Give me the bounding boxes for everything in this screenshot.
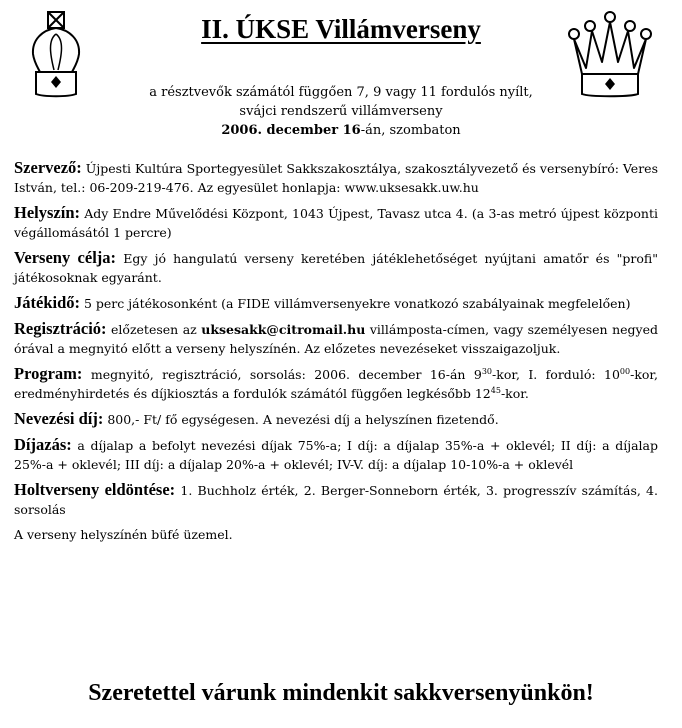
program-time-sup-2: 00	[619, 367, 631, 376]
event-date	[0, 121, 682, 140]
section-time-control	[14, 293, 658, 313]
registration-email-link[interactable]: uksesakk@citromail.hu	[201, 322, 366, 337]
subtitle	[0, 83, 682, 140]
section-prizes	[14, 435, 658, 474]
subtitle-line-1: a résztvevők számától függően 7, 9 vagy 11 fordulós nyílt,	[149, 85, 533, 100]
venue-text: Ady Endre Művelődési Központ, 1043 Újpest, Tavasz utca 4. (a 3-as metró újpest központi végállomásától 1 percre)	[14, 206, 658, 240]
section-registration	[14, 319, 658, 358]
section-entry-fee	[14, 409, 658, 429]
prizes-text: a díjalap a befolyt nevezési díjak 75%-a; I díj: a díjalap 35%-a + oklevél; II díj: a díjalap 25%-a + oklevél; III díj: a díjalap 20%-a + oklevél; IV-V. díj: a díjalap 10-10%-a + oklevél	[14, 438, 658, 472]
subtitle-line-2: svájci rendszerű villámverseny	[239, 104, 443, 119]
goal-text: Egy jó hangulatú verseny keretében játéklehetőséget nyújtani amatőr és "profi" játékosoknak egyaránt.	[14, 251, 658, 285]
organizer-text: Újpesti Kultúra Sportegyesület Sakkszakosztálya, szakosztályvezető és versenybíró: Veres István, tel.: 06-209-219-476. Az egyesület honlapja: www.uksesakk.uw.hu	[14, 161, 658, 195]
program-time-sup-1: 30	[481, 367, 493, 376]
program-text-4: -kor.	[500, 386, 529, 401]
info-sections	[14, 158, 658, 550]
organizer-label: Szervező:	[14, 158, 82, 177]
time-control-text: 5 perc játékosonként (a FIDE villámversenyekre vonatkozó szabályainak megfelelően)	[83, 296, 631, 311]
event-date-bold: 2006. december 16	[221, 123, 361, 138]
section-buffet	[14, 525, 658, 544]
registration-label: Regisztráció:	[14, 319, 107, 338]
entry-fee-text: 800,- Ft/ fő egységesen. A nevezési díj a helyszínen fizetendő.	[107, 412, 499, 427]
program-text-1: megnyitó, regisztráció, sorsolás: 2006. december 16-án 9	[90, 367, 482, 382]
section-program	[14, 364, 658, 403]
prizes-label: Díjazás:	[14, 435, 72, 454]
goal-label: Verseny célja:	[14, 248, 117, 267]
event-date-rest: -án, szombaton	[360, 123, 461, 138]
program-time-sup-3: 45	[490, 386, 501, 395]
program-text-3: -kor, eredményhirdetés és díjkiosztás a fordulók számától függően legkésőbb 12	[14, 367, 658, 401]
closing-message: Szeretettel várunk mindenkit sakkversenyünkön!	[88, 680, 594, 706]
title-text: II. ÚKSE Villámverseny	[201, 14, 481, 44]
time-control-label: Játékidő:	[14, 293, 80, 312]
venue-label: Helyszín:	[14, 203, 80, 222]
tiebreak-label: Holtverseny eldöntése:	[14, 480, 176, 499]
program-text-2: -kor, I. forduló: 10	[492, 367, 620, 382]
section-tiebreak	[14, 480, 658, 519]
buffet-text: A verseny helyszínén büfé üzemel.	[14, 527, 233, 542]
section-organizer	[14, 158, 658, 197]
section-venue	[14, 203, 658, 242]
entry-fee-label: Nevezési díj:	[14, 409, 104, 428]
registration-text-before: előzetesen az	[111, 322, 197, 337]
registration-text-after: villámposta-címen, vagy személyesen negyed órával a megnyitó előtt a verseny helyszínén. Az előzetes nevezéseket visszaigazoljuk.	[14, 322, 658, 356]
program-label: Program:	[14, 364, 83, 383]
tiebreak-text: 1. Buchholz érték, 2. Berger-Sonneborn érték, 3. progresszív számítás, 4. sorsolás	[14, 483, 658, 517]
section-goal	[14, 248, 658, 287]
